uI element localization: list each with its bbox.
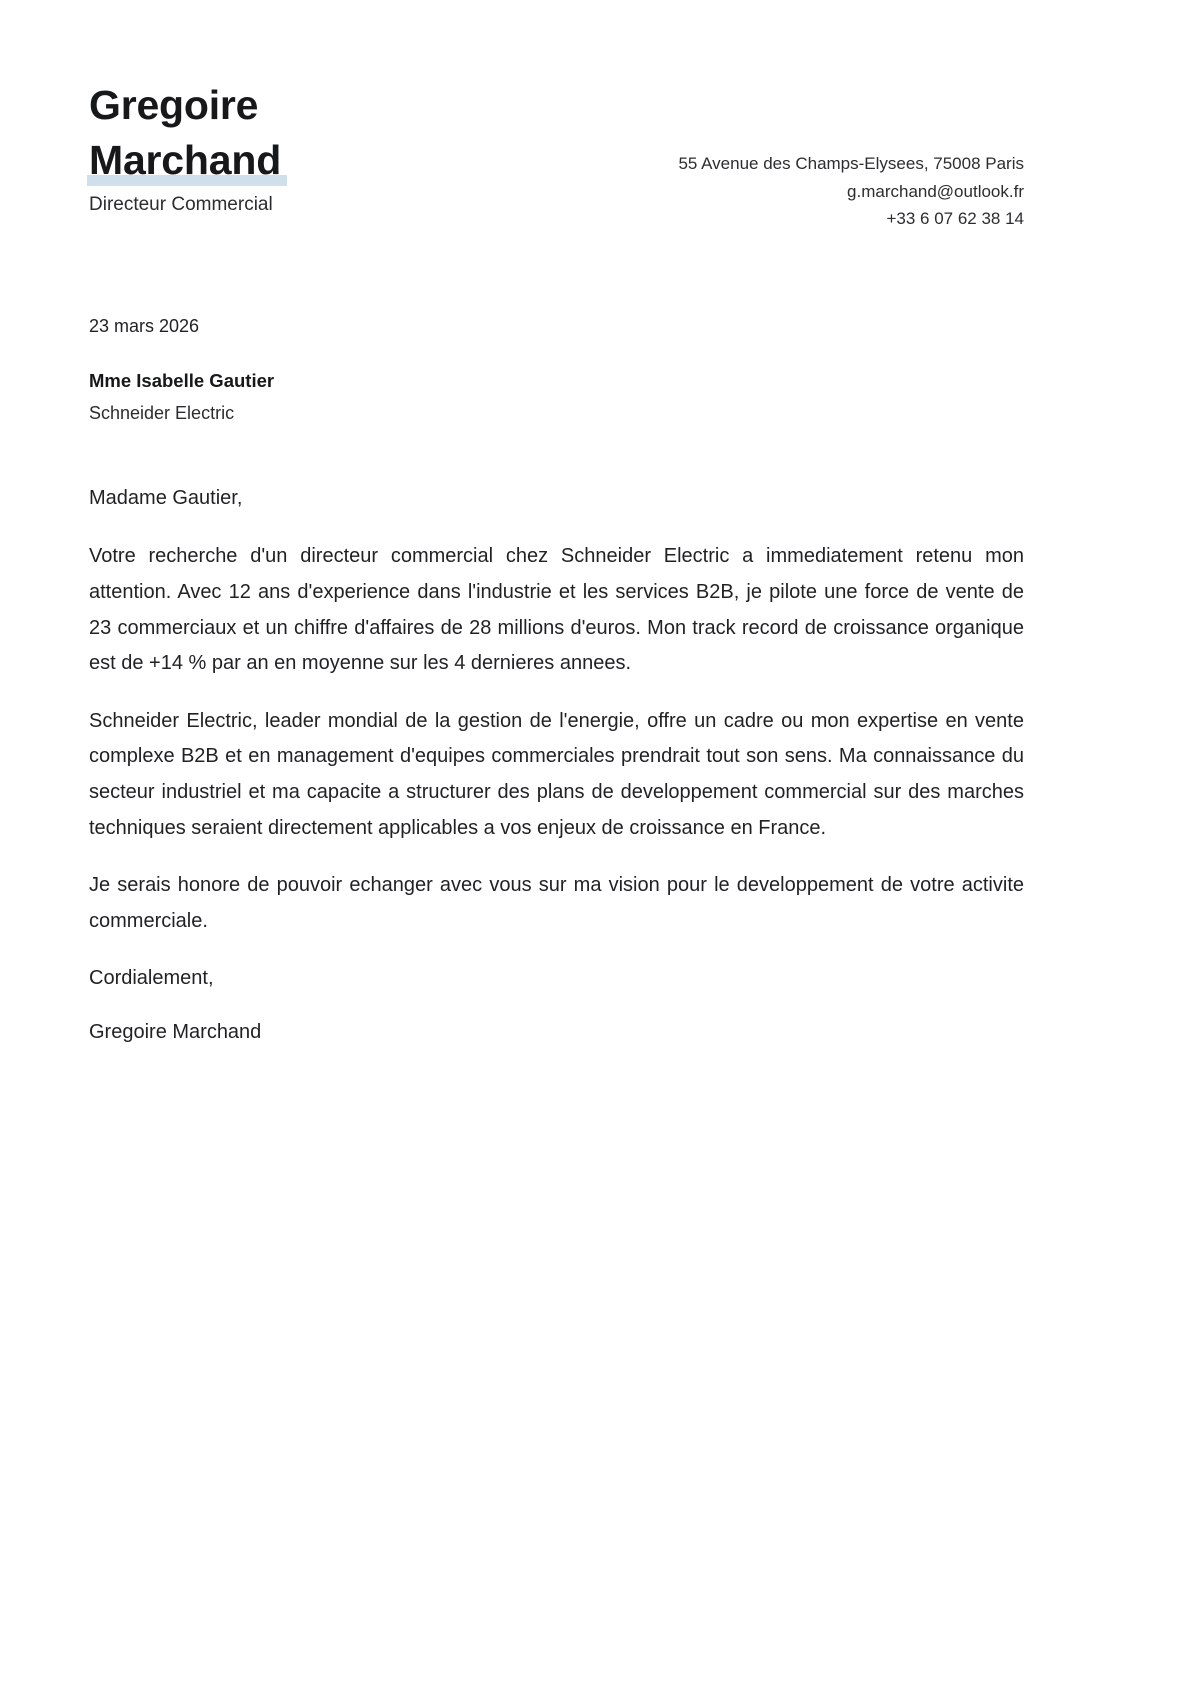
sender-job-title: Directeur Commercial	[89, 194, 273, 216]
sender-last-name: Marchand	[89, 133, 281, 188]
letter-meta	[89, 313, 1024, 428]
closing-line: Cordialement,	[89, 967, 214, 990]
body-paragraph-3: Je serais honore de pouvoir echanger avec vous sur ma vision pour le developpement de votre activite commerciale.	[89, 874, 1024, 932]
recipient-name: Mme Isabelle Gautier	[89, 369, 275, 391]
sender-contact-block	[678, 78, 1024, 233]
body-paragraph-1: Votre recherche d'un directeur commercial chez Schneider Electric a immediatement retenu mon attention. Avec 12 ans d'experience dans l'industrie et les services B2B, je pilote une force de vente de 23 commerciaux et un chiffre d'affaires de 28 millions d'euros. Mon track record de croissance organique est de +14 % par an en moyenne sur les 4 dernieres annees.	[89, 545, 1024, 675]
signature-name: Gregoire Marchand	[89, 1021, 262, 1044]
sender-identity	[89, 78, 281, 218]
sender-last-name-line	[89, 133, 281, 188]
letter-body	[89, 483, 1024, 1047]
recipient-company: Schneider Electric	[89, 403, 235, 424]
sender-email: g.marchand@outlook.fr	[847, 181, 1024, 201]
letter-date: 23 mars 2026	[89, 315, 200, 336]
sender-phone: +33 6 07 62 38 14	[886, 209, 1024, 229]
sender-name	[89, 78, 281, 187]
letter-header	[89, 78, 1024, 233]
salutation: Madame Gautier,	[89, 487, 243, 510]
sender-first-name: Gregoire	[89, 82, 259, 128]
sender-address: 55 Avenue des Champs-Elysees, 75008 Paris	[678, 154, 1024, 173]
body-paragraph-2: Schneider Electric, leader mondial de la gestion de l'energie, offre un cadre ou mon expertise en vente complexe B2B et en management d'equipes commerciales prendrait tout son sens. Ma connaissance du secteur industriel et ma capacite a structurer des plans de developpement commercial sur des marches techniques seraient directement applicables a vos enjeux de croissance en France.	[89, 709, 1024, 839]
